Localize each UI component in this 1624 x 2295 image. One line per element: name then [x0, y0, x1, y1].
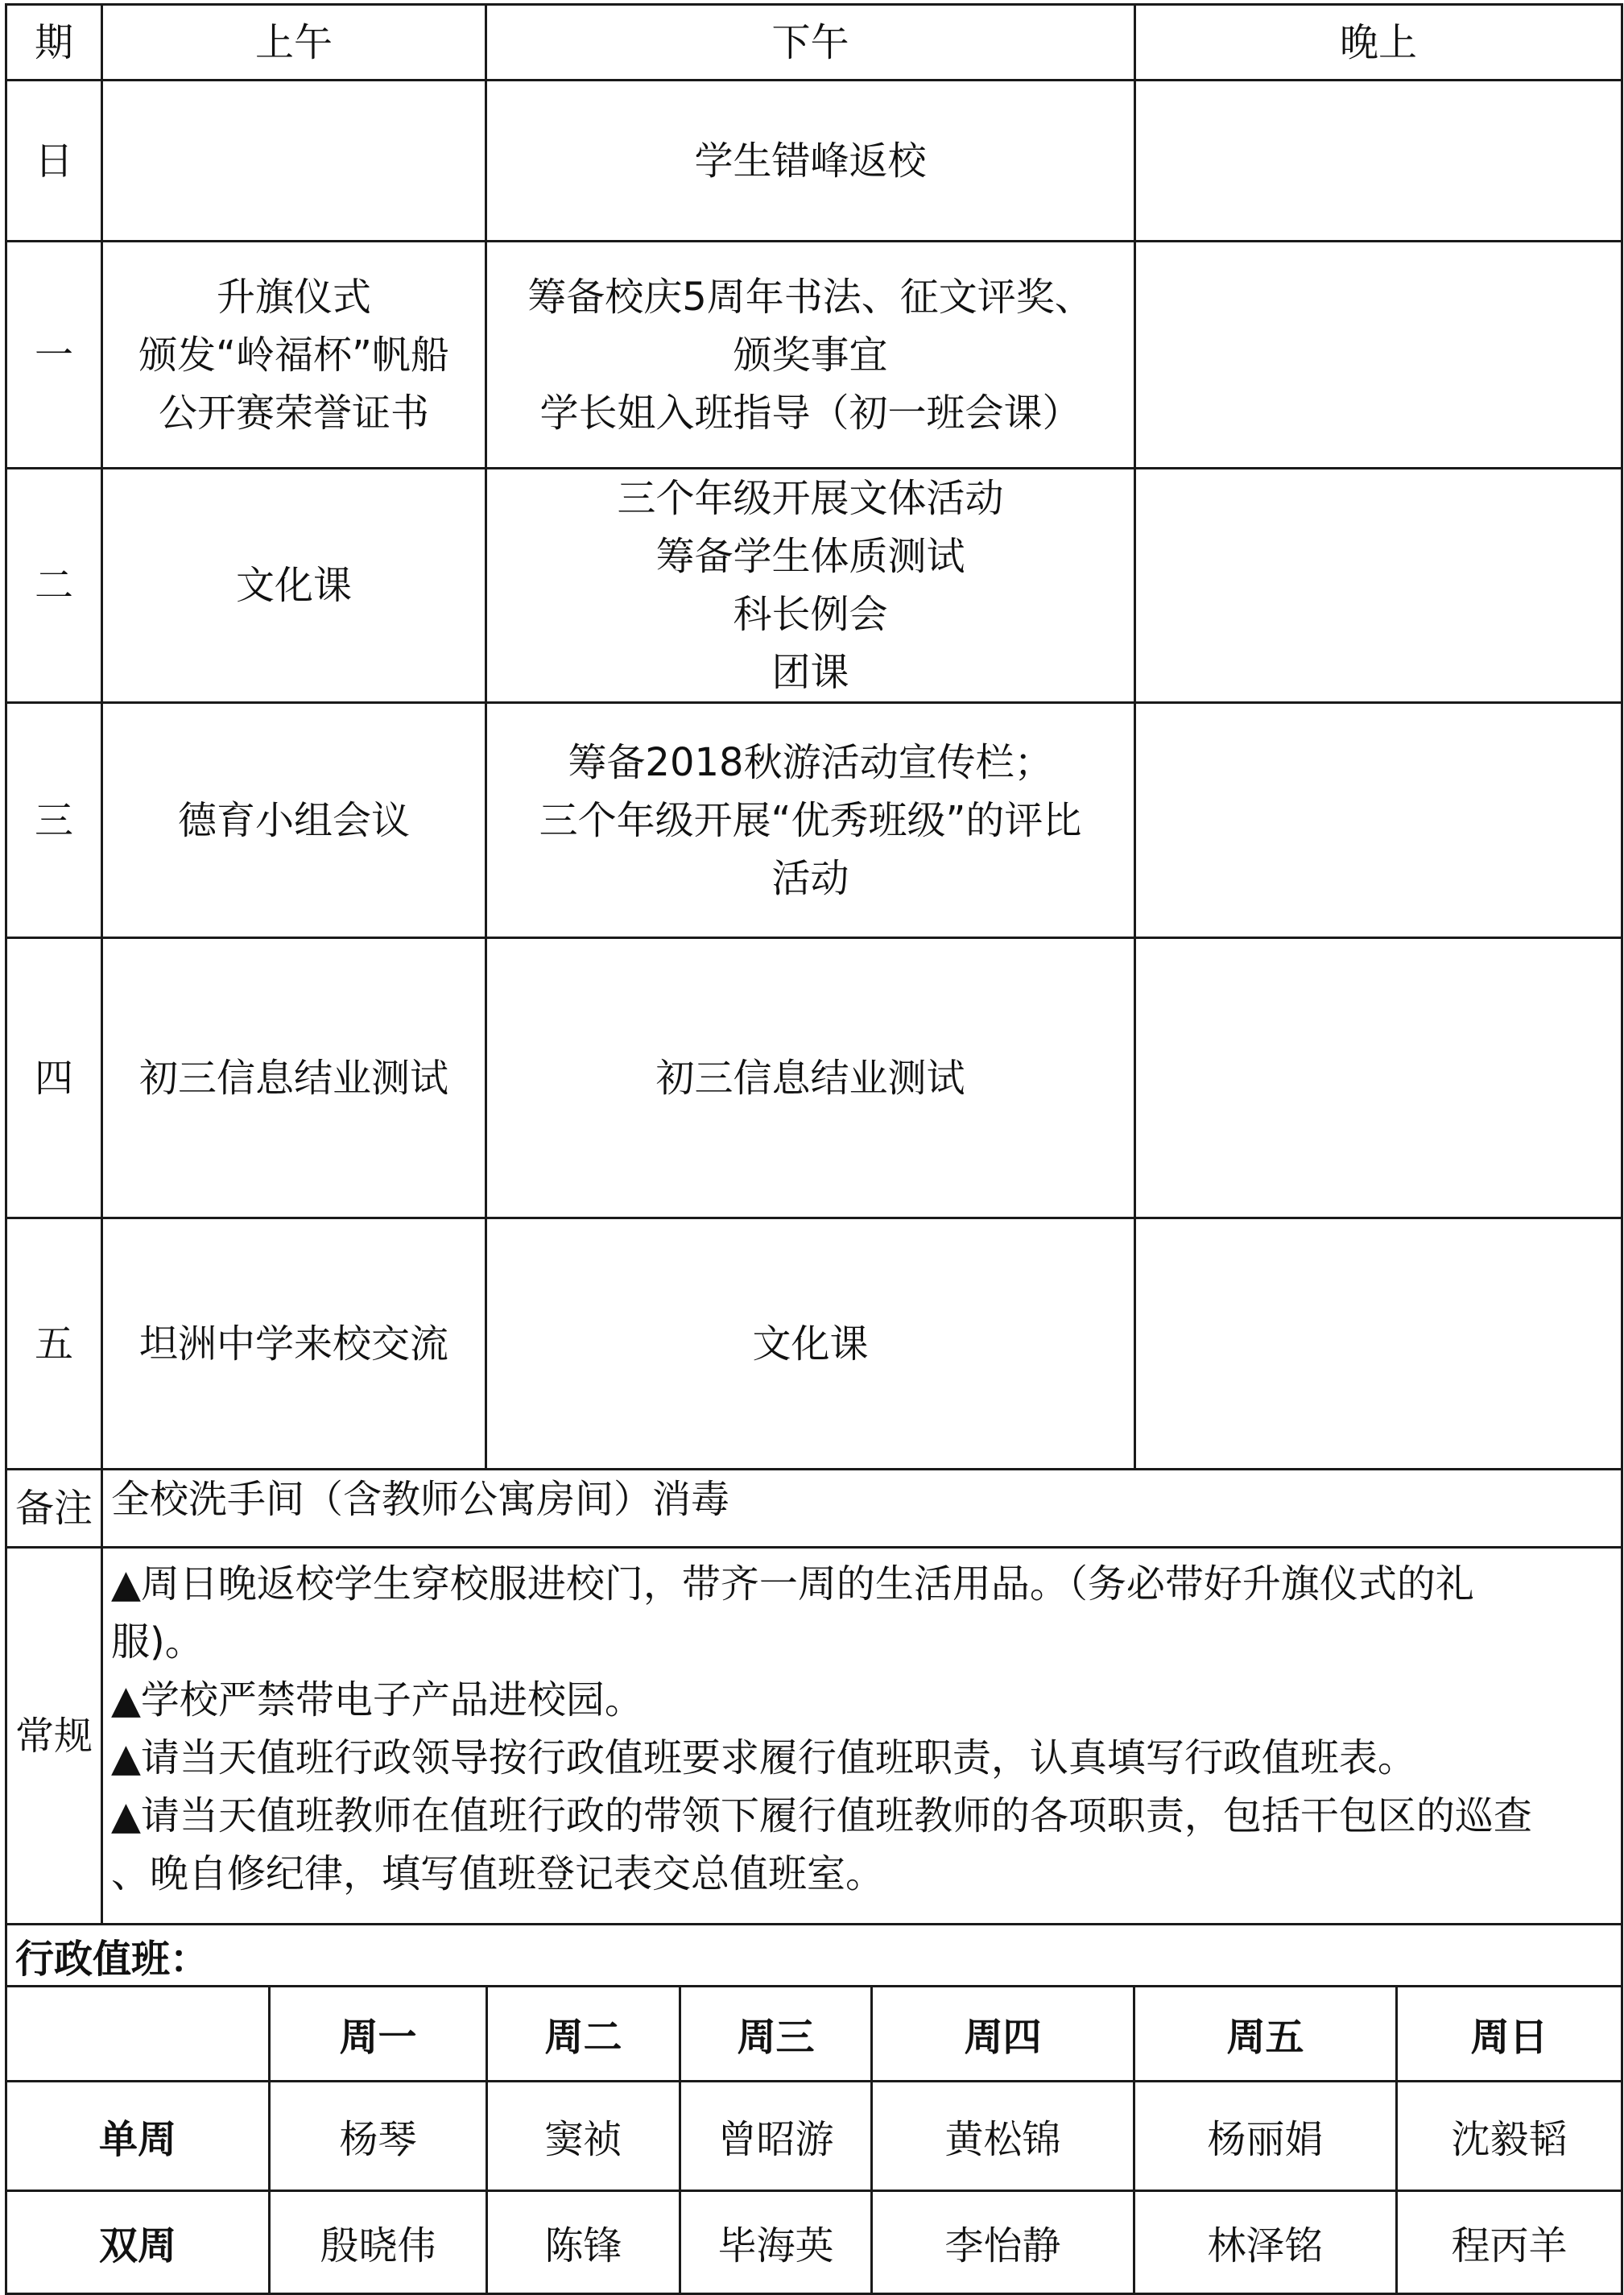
evening-cell	[1135, 81, 1622, 242]
day-label: 日	[6, 81, 102, 242]
duty-week-label: 单周	[6, 2082, 270, 2191]
evening-cell	[1135, 1218, 1622, 1470]
morning-cell-line: 初三信息结业测试	[138, 1055, 448, 1101]
day-label: 二	[6, 469, 102, 703]
duty-staff-name: 窦祯	[487, 2082, 680, 2191]
schedule-document	[5, 3, 1621, 2285]
afternoon-cell-line: 文化课	[752, 1321, 869, 1367]
routine-notes	[102, 1548, 1622, 1925]
afternoon-cell-line: 科长例会	[733, 592, 888, 637]
duty-staff-name: 杨丽娟	[1134, 2082, 1397, 2191]
duty-title-row	[6, 1925, 1622, 1987]
duty-title: 行政值班：	[6, 1925, 1622, 1987]
afternoon-cell-line: 团课	[771, 650, 849, 695]
evening-cell	[1135, 242, 1622, 469]
afternoon-cell	[486, 469, 1135, 703]
duty-day-header: 周日	[1397, 1987, 1622, 2082]
duty-corner-cell	[6, 1987, 270, 2082]
duty-staff-name: 曾昭游	[680, 2082, 872, 2191]
morning-cell	[102, 469, 486, 703]
duty-day-header: 周四	[872, 1987, 1134, 2082]
morning-cell	[102, 242, 486, 469]
afternoon-cell	[486, 938, 1135, 1218]
routine-row	[6, 1548, 1622, 1925]
schedule-row	[6, 1218, 1622, 1470]
afternoon-cell-line: 活动	[771, 855, 849, 901]
remarks-text: 全校洗手间（含教师公寓房间）消毒	[102, 1470, 1622, 1548]
duty-day-header: 周三	[680, 1987, 872, 2082]
afternoon-cell	[486, 242, 1135, 469]
evening-cell	[1135, 469, 1622, 703]
duty-day-header: 周五	[1134, 1987, 1397, 2082]
morning-cell	[102, 703, 486, 938]
routine-label: 常规	[6, 1548, 102, 1925]
admin-duty-table	[5, 1923, 1623, 2295]
morning-cell-line: 颁发“岭福杯”帆船	[138, 332, 449, 378]
afternoon-cell-line: 初三信息结业测试	[655, 1055, 965, 1101]
day-label: 三	[6, 703, 102, 938]
header-afternoon: 下午	[486, 5, 1135, 81]
duty-staff-name: 毕海英	[680, 2191, 872, 2294]
schedule-row	[6, 81, 1622, 242]
afternoon-cell-line: 三个年级开展文体活动	[617, 476, 1004, 521]
day-label: 一	[6, 242, 102, 469]
afternoon-cell-line: 学生错峰返校	[694, 138, 927, 184]
morning-cell-line: 文化课	[235, 563, 352, 608]
evening-cell	[1135, 703, 1622, 938]
morning-cell	[102, 1218, 486, 1470]
schedule-row	[6, 469, 1622, 703]
header-row	[6, 5, 1622, 81]
duty-staff-name: 杨琴	[270, 2082, 487, 2191]
afternoon-cell-line: 筹备学生体质测试	[655, 534, 965, 579]
morning-cell-line: 升旗仪式	[216, 274, 371, 320]
duty-staff-name: 黄松锦	[872, 2082, 1134, 2191]
morning-cell	[102, 81, 486, 242]
duty-staff-name: 沈毅韬	[1397, 2082, 1622, 2191]
routine-note-line: ▲请当天值班行政领导按行政值班要求履行值班职责，认真填写行政值班表。	[111, 1735, 1416, 1780]
duty-week-row	[6, 2082, 1622, 2191]
morning-cell-line: 公开赛荣誉证书	[158, 390, 429, 436]
remarks-label: 备注	[6, 1470, 102, 1548]
header-evening: 晚上	[1135, 5, 1622, 81]
duty-staff-name: 殷晓伟	[270, 2191, 487, 2294]
routine-note-line: 、晚自修纪律，填写值班登记表交总值班室。	[111, 1851, 885, 1896]
afternoon-cell-line: 三个年级开展“优秀班级”的评比	[539, 797, 1082, 843]
routine-note-line: ▲请当天值班教师在值班行政的带领下履行值班教师的各项职责，包括干包区的巡查	[111, 1793, 1532, 1838]
afternoon-cell-line: 筹备2018秋游活动宣传栏；	[568, 739, 1053, 785]
duty-staff-name: 程丙羊	[1397, 2191, 1622, 2294]
duty-staff-name: 李怡静	[872, 2191, 1134, 2294]
schedule-row	[6, 703, 1622, 938]
evening-cell	[1135, 938, 1622, 1218]
header-morning: 上午	[102, 5, 486, 81]
afternoon-cell-line: 颁奖事宜	[733, 332, 888, 378]
day-label: 四	[6, 938, 102, 1218]
duty-week-row	[6, 2191, 1622, 2294]
duty-day-header: 周一	[270, 1987, 487, 2082]
afternoon-cell	[486, 81, 1135, 242]
routine-note-line: 服)。	[111, 1619, 204, 1664]
duty-days-row	[6, 1987, 1622, 2082]
morning-cell	[102, 938, 486, 1218]
afternoon-cell	[486, 1218, 1135, 1470]
duty-day-header: 周二	[487, 1987, 680, 2082]
day-label: 五	[6, 1218, 102, 1470]
remarks-row	[6, 1470, 1622, 1548]
morning-cell-line: 坦洲中学来校交流	[138, 1321, 448, 1367]
afternoon-cell-line: 筹备校庆5周年书法、征文评奖、	[527, 274, 1093, 320]
duty-week-label: 双周	[6, 2191, 270, 2294]
header-day: 期	[6, 5, 102, 81]
schedule-row	[6, 938, 1622, 1218]
duty-staff-name: 陈锋	[487, 2191, 680, 2294]
schedule-row	[6, 242, 1622, 469]
routine-note-line: ▲周日晚返校学生穿校服进校门，带齐一周的生活用品。（务必带好升旗仪式的礼	[111, 1561, 1474, 1606]
routine-note-line: ▲学校严禁带电子产品进校园。	[111, 1677, 643, 1722]
morning-cell-line: 德育小组会议	[177, 797, 410, 843]
afternoon-cell	[486, 703, 1135, 938]
weekly-schedule-table	[5, 3, 1623, 1925]
afternoon-cell-line: 学长姐入班指导（初一班会课）	[539, 390, 1081, 436]
duty-staff-name: 林泽铭	[1134, 2191, 1397, 2294]
